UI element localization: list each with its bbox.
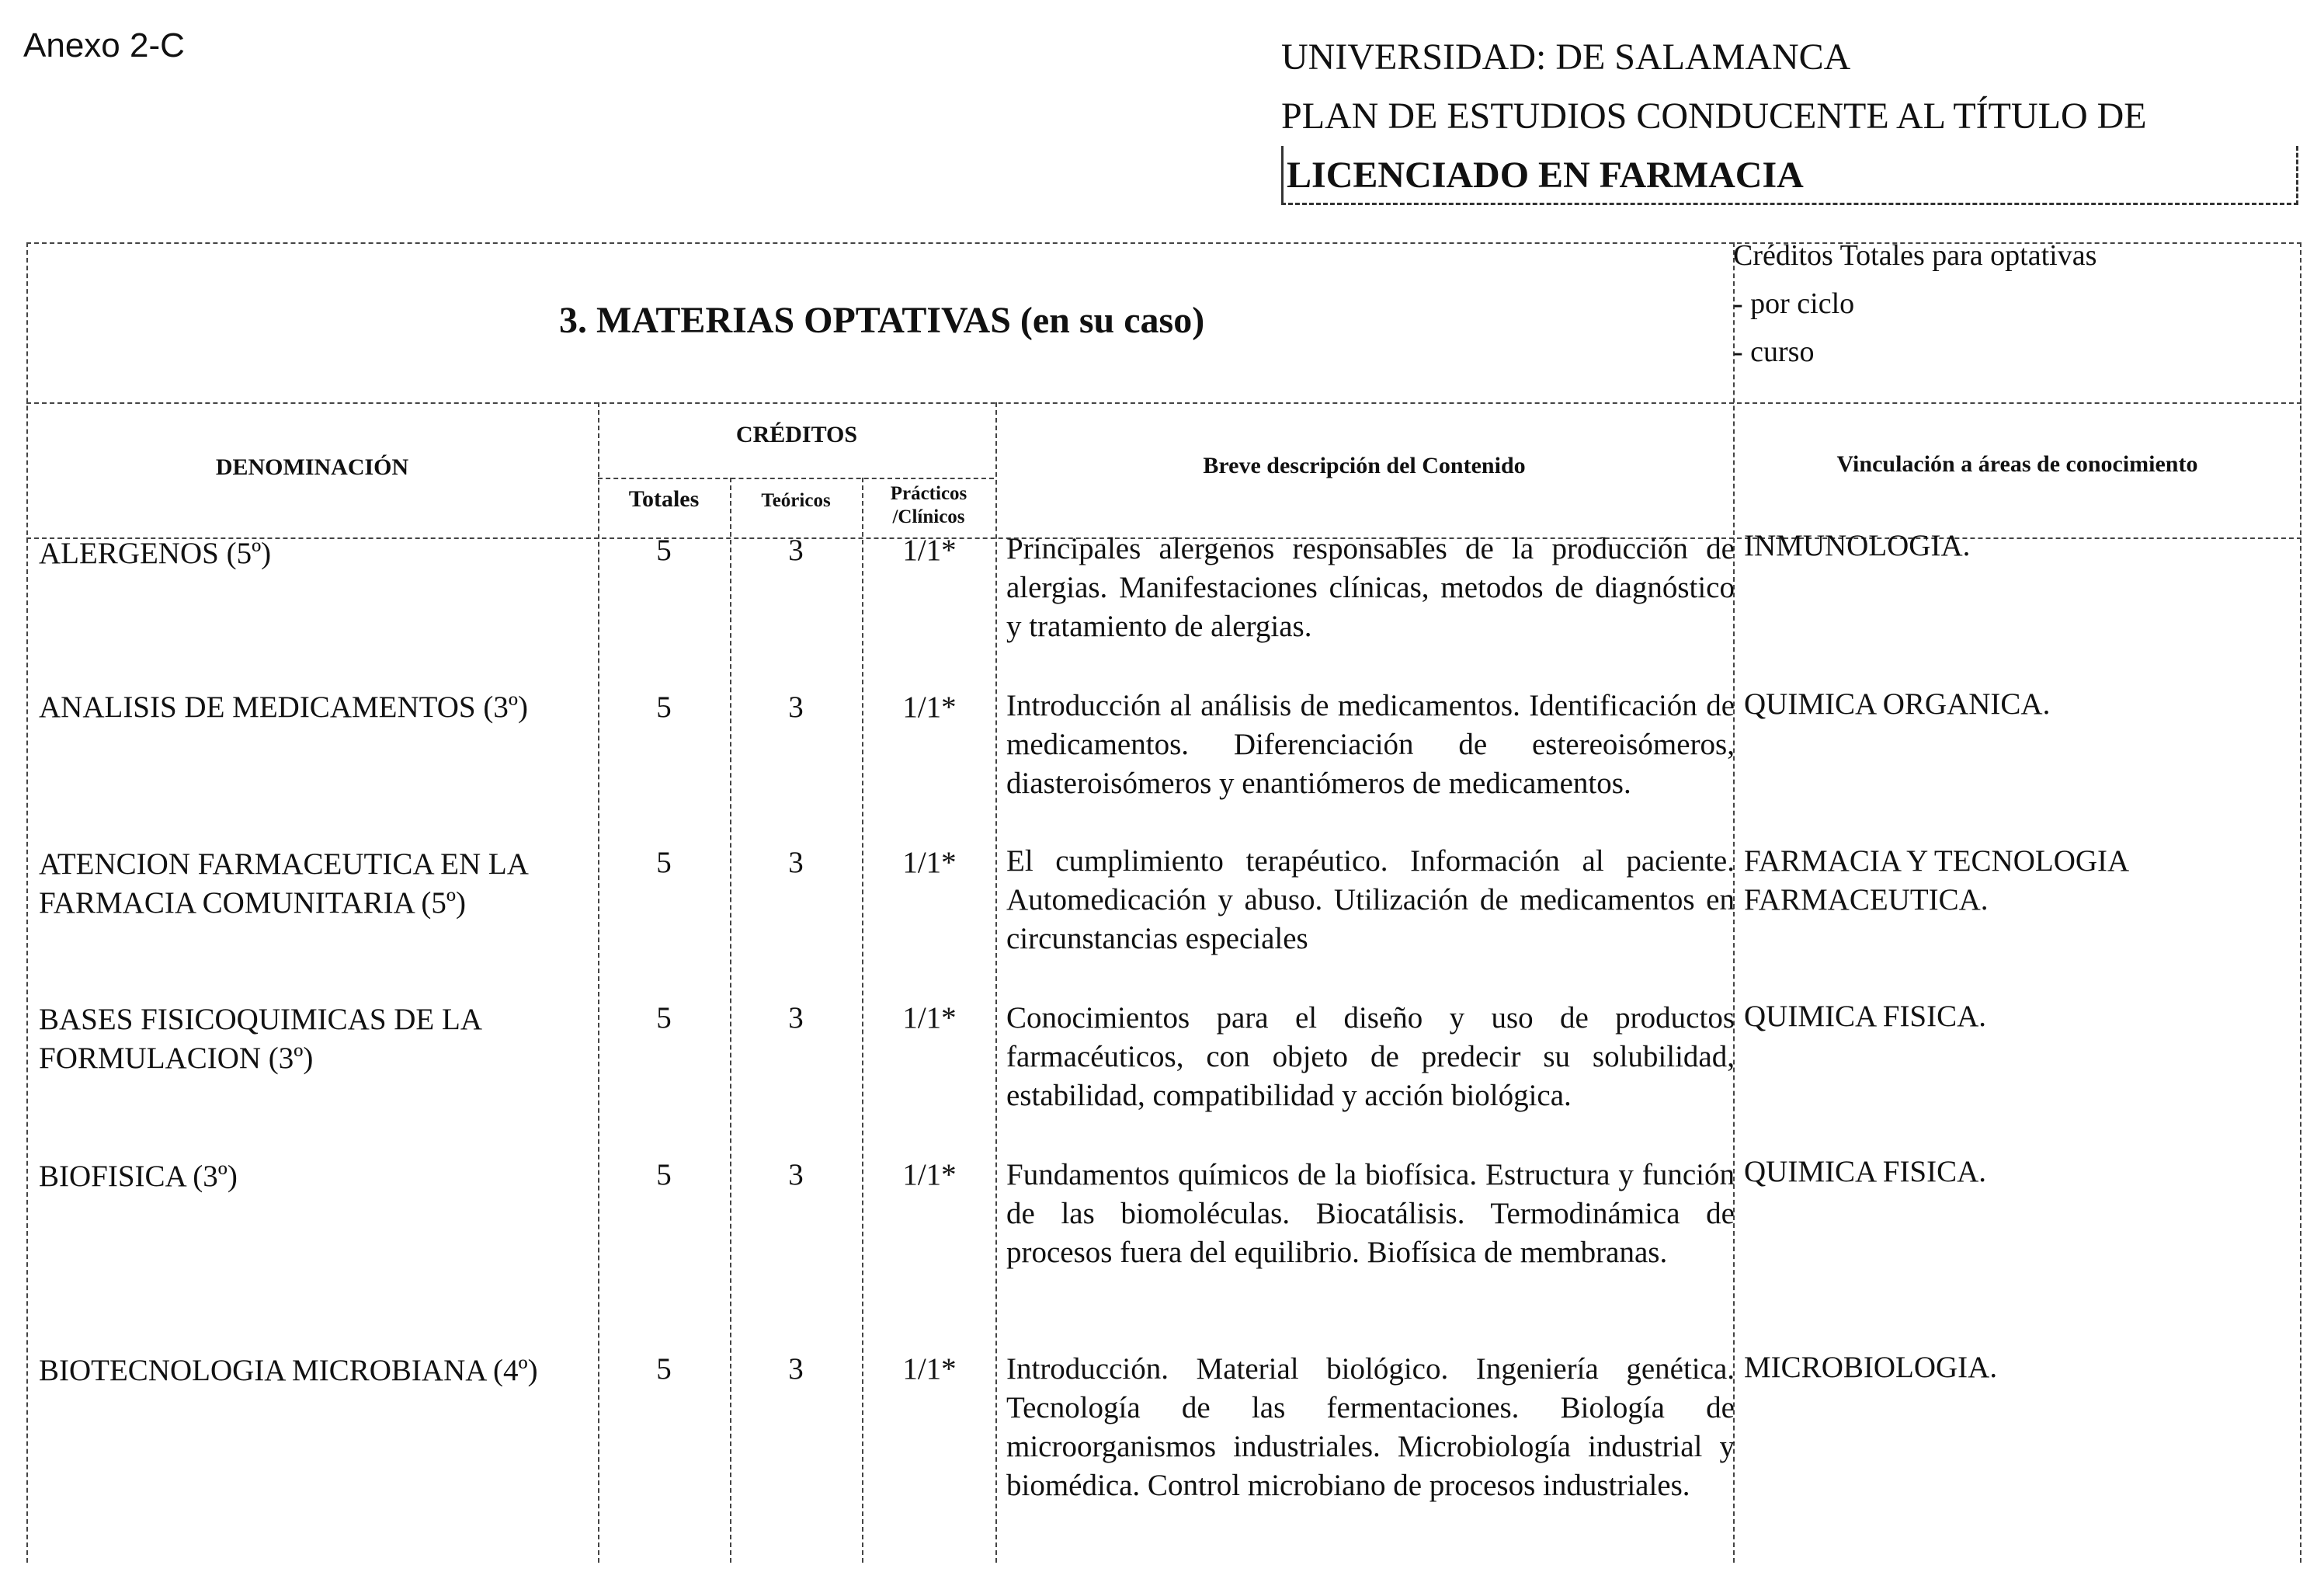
- row-totales: 5: [656, 534, 672, 567]
- row-practicos: 1/1*: [902, 1352, 957, 1386]
- university-name: UNIVERSIDAD: DE SALAMANCA: [1281, 37, 1851, 78]
- row-name: [39, 845, 529, 923]
- row-area: [1744, 1153, 1986, 1191]
- credits-course-line: - curso: [1733, 336, 1815, 368]
- header-practicos-line1: Prácticos: [890, 483, 967, 504]
- header-denominacion: DENOMINACIÓN: [215, 454, 409, 480]
- row-area-line: FARMACEUTICA.: [1744, 883, 1989, 916]
- row-teoricos: 3: [788, 534, 804, 567]
- row-totales: 5: [656, 1158, 672, 1191]
- row-totales: 5: [656, 1001, 672, 1035]
- header-descripcion: Breve descripción del Contenido: [1203, 453, 1526, 478]
- row-area-line: FARMACIA Y TECNOLOGIA: [1744, 844, 2130, 878]
- header-creditos: CRÉDITOS: [735, 422, 858, 447]
- row-description: Conocimientos para el diseño y uso de productos farmacéuticos, con objeto de predecir su solubilidad, estabilidad, compatibilidad y acción biológica.: [1006, 1001, 1735, 1112]
- row-name: [39, 534, 271, 573]
- row-teoricos: 3: [788, 1001, 804, 1035]
- row-name: [39, 1000, 482, 1078]
- row-name-line: ANALISIS DE MEDICAMENTOS (3º): [39, 690, 528, 724]
- row-name-line: BIOFISICA (3º): [39, 1160, 238, 1193]
- row-teoricos: 3: [788, 1352, 804, 1386]
- row-totales: 5: [656, 846, 672, 879]
- header-vinculacion: Vinculación a áreas de conocimiento: [1836, 451, 2198, 477]
- row-name-line: BIOTECNOLOGIA MICROBIANA (4º): [39, 1354, 538, 1387]
- col-rule-descripcion: [995, 402, 997, 1563]
- plan-title: PLAN DE ESTUDIOS CONDUCENTE AL TÍTULO DE: [1281, 96, 2147, 137]
- row-name: [39, 1351, 538, 1390]
- row-name: [39, 688, 528, 727]
- row-area: [1744, 527, 1970, 565]
- row-area: [1744, 997, 1986, 1036]
- credits-cycle-line: - por ciclo: [1733, 287, 1855, 320]
- rule-below-title: [26, 402, 2301, 404]
- row-teoricos: 3: [788, 1158, 804, 1191]
- row-teoricos: 3: [788, 690, 804, 724]
- row-name-line: BASES FISICOQUIMICAS DE LA: [39, 1003, 482, 1036]
- university-header: [1281, 28, 2298, 205]
- row-name: [39, 1157, 238, 1196]
- row-area: [1744, 1348, 1997, 1387]
- row-description: El cumplimiento terapéutico. Información al paciente. Automedicación y abuso. Utilización de medicamentos en circunstancias especiales: [1006, 844, 1735, 955]
- row-practicos: 1/1*: [902, 690, 957, 724]
- section-title: 3. MATERIAS OPTATIVAS (en su caso): [559, 300, 1205, 341]
- header-practicos-line2: /Clínicos: [892, 506, 965, 527]
- row-area: [1744, 685, 2050, 724]
- row-practicos: 1/1*: [902, 534, 957, 567]
- row-area-line: QUIMICA ORGANICA.: [1744, 687, 2051, 721]
- header-practicos: [862, 482, 995, 529]
- row-name-line: FORMULACION (3º): [39, 1042, 314, 1075]
- degree-title: LICENCIADO EN FARMACIA: [1281, 146, 2298, 205]
- row-name-line: ATENCION FARMACEUTICA EN LA: [39, 847, 529, 881]
- credits-totals-line: Créditos Totales para optativas: [1733, 239, 2097, 272]
- row-practicos: 1/1*: [902, 1158, 957, 1191]
- header-teoricos: Teóricos: [761, 490, 831, 511]
- row-totales: 5: [656, 1352, 672, 1386]
- row-area: [1744, 842, 2129, 920]
- credits-totals-box: [1733, 231, 2096, 376]
- row-area-line: MICROBIOLOGIA.: [1744, 1351, 1998, 1384]
- row-practicos: 1/1*: [902, 846, 957, 879]
- annex-label: Anexo 2-C: [23, 26, 185, 64]
- row-description: Introducción. Material biológico. Ingeniería genética. Tecnología de las fermentaciones. Biología de microorganismos industriales. Microbiología industrial y biomédica. Control microbiano de procesos industriales.: [1006, 1352, 1735, 1502]
- row-area-line: QUIMICA FISICA.: [1744, 1000, 1987, 1033]
- row-teoricos: 3: [788, 846, 804, 879]
- row-description: Principales alergenos responsables de la producción de alergias. Manifestaciones clínicas, metodos de diagnóstico y tratamiento de alergias.: [1006, 532, 1735, 643]
- row-name-line: FARMACIA COMUNITARIA (5º): [39, 886, 466, 920]
- row-description: Fundamentos químicos de la biofísica. Estructura y función de las biomoléculas. Biocatálisis. Termodinámica de procesos fuera del equilibrio. Biofísica de membranas.: [1006, 1158, 1735, 1269]
- rule-below-creditos: [598, 478, 994, 479]
- row-totales: 5: [656, 690, 672, 724]
- row-practicos: 1/1*: [902, 1001, 957, 1035]
- header-totales: Totales: [628, 486, 700, 512]
- row-area-line: INMUNOLOGIA.: [1744, 529, 1971, 562]
- row-description: Introducción al análisis de medicamentos. Identificación de medicamentos. Diferenciación de estereoisómeros, diasteroisómeros y enantiómeros de medicamentos.: [1006, 689, 1735, 800]
- row-area-line: QUIMICA FISICA.: [1744, 1155, 1987, 1188]
- row-name-line: ALERGENOS (5º): [39, 537, 272, 570]
